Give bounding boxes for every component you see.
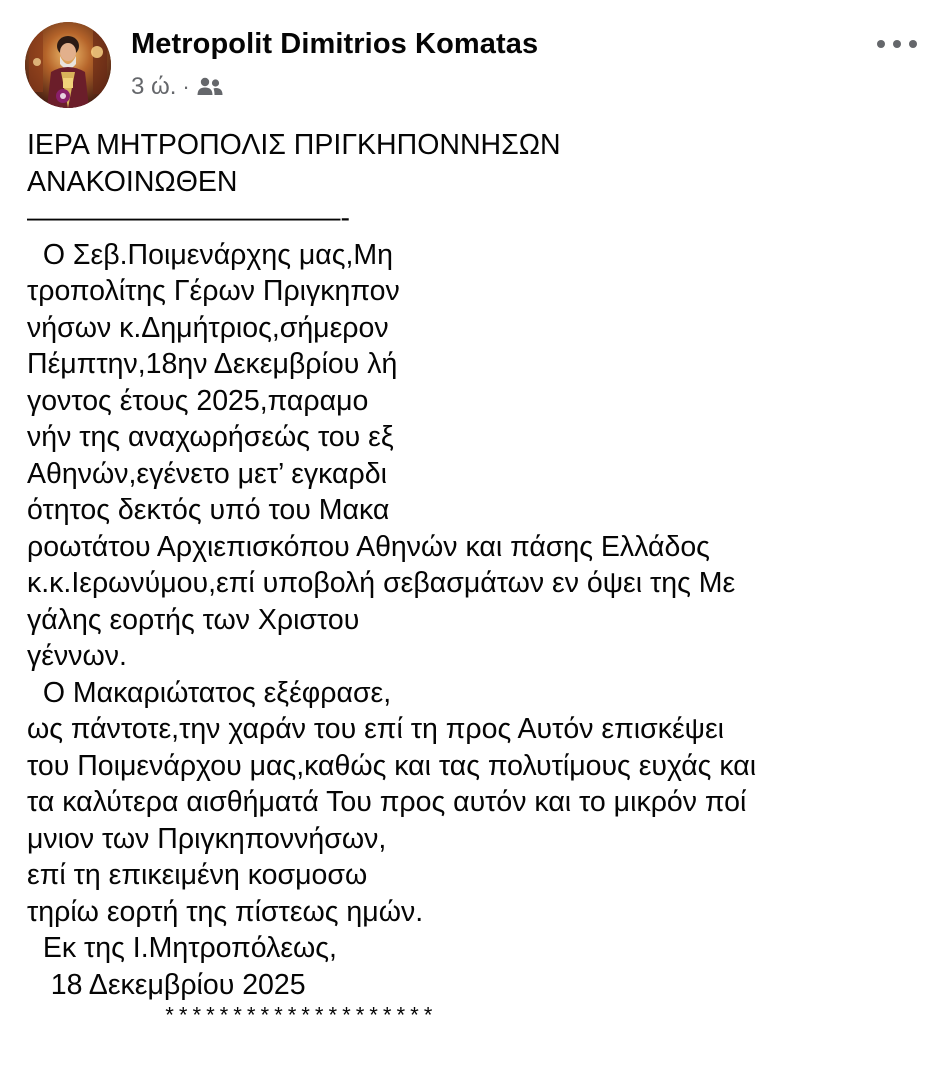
post-line: 18 Δεκεμβρίου 2025 (27, 968, 306, 1001)
post-line: ———————————- (27, 202, 350, 234)
profile-photo (25, 22, 111, 108)
post-line: Ο Μακαριώτατος εξέφρασε, (27, 676, 392, 709)
post-line: ΑΝΑΚΟΙΝΩΘΕΝ (27, 165, 238, 198)
post-line: Πέμπτην,18ην Δεκεμβρίου λή (27, 348, 398, 380)
post-line: νήν της αναχωρήσεώς του εξ (27, 421, 394, 453)
author-name[interactable]: Metropolit Dimitrios Komatas (131, 28, 539, 60)
more-dot (909, 40, 917, 48)
post-line-divider: ******************** (27, 1005, 436, 1030)
post-line: Ο Σεβ.Ποιμενάρχης μας,Μη (27, 238, 393, 271)
post-line: Αθηνών,εγένετο μετ’ εγκαρδι (27, 457, 387, 490)
post-timestamp[interactable]: 3 ώ. (131, 73, 177, 100)
post-line: τα καλύτερα αισθήματά Του προς αυτόν και το μικρόν ποί (27, 786, 747, 818)
more-dot (893, 40, 901, 48)
post-line: τροπολίτης Γέρων Πριγκηπον (27, 275, 400, 307)
more-dot (877, 40, 885, 48)
post-line: γοντος έτους 2025,παραμο (27, 384, 369, 417)
post-line: νήσων κ.Δημήτριος,σήμερον (27, 311, 389, 344)
post-line: μνιον των Πριγκηποννήσων, (27, 822, 387, 855)
post-line: ως πάντοτε,την χαράν του επί τη προς Αυτόν επισκέψει (27, 713, 725, 745)
post-line: ΙΕΡΑ ΜΗΤΡΟΠΟΛΙΣ ΠΡΙΓΚΗΠΟΝΝΗΣΩΝ (27, 129, 561, 161)
author-avatar[interactable] (25, 22, 111, 108)
post-line: τηρίω εορτή της πίστεως ημών. (27, 895, 424, 928)
post-line: ότητος δεκτός υπό του Μακα (27, 494, 390, 526)
post-line: του Ποιμενάρχου μας,καθώς και τας πολυτίμους ευχάς και (27, 749, 757, 782)
friends-icon[interactable] (196, 76, 224, 98)
post-body (27, 127, 927, 1033)
post-header (25, 22, 917, 108)
more-options-icon[interactable] (877, 30, 917, 58)
meta-separator: · (182, 74, 190, 99)
post-line: γάλης εορτής των Χριστου (27, 603, 360, 636)
post-line: κ.κ.Ιερωνύμου,επί υποβολή σεβασμάτων εν όψει της Με (27, 567, 736, 599)
post-line: ροωτάτου Αρχιεπισκόπου Αθηνών και πάσης Ελλάδος (27, 530, 710, 563)
post-meta (131, 72, 224, 102)
post-line: Εκ της Ι.Μητροπόλεως, (27, 932, 337, 964)
post-line: γέννων. (27, 640, 127, 672)
post-line: επί τη επικειμένη κοσμοσω (27, 859, 368, 891)
